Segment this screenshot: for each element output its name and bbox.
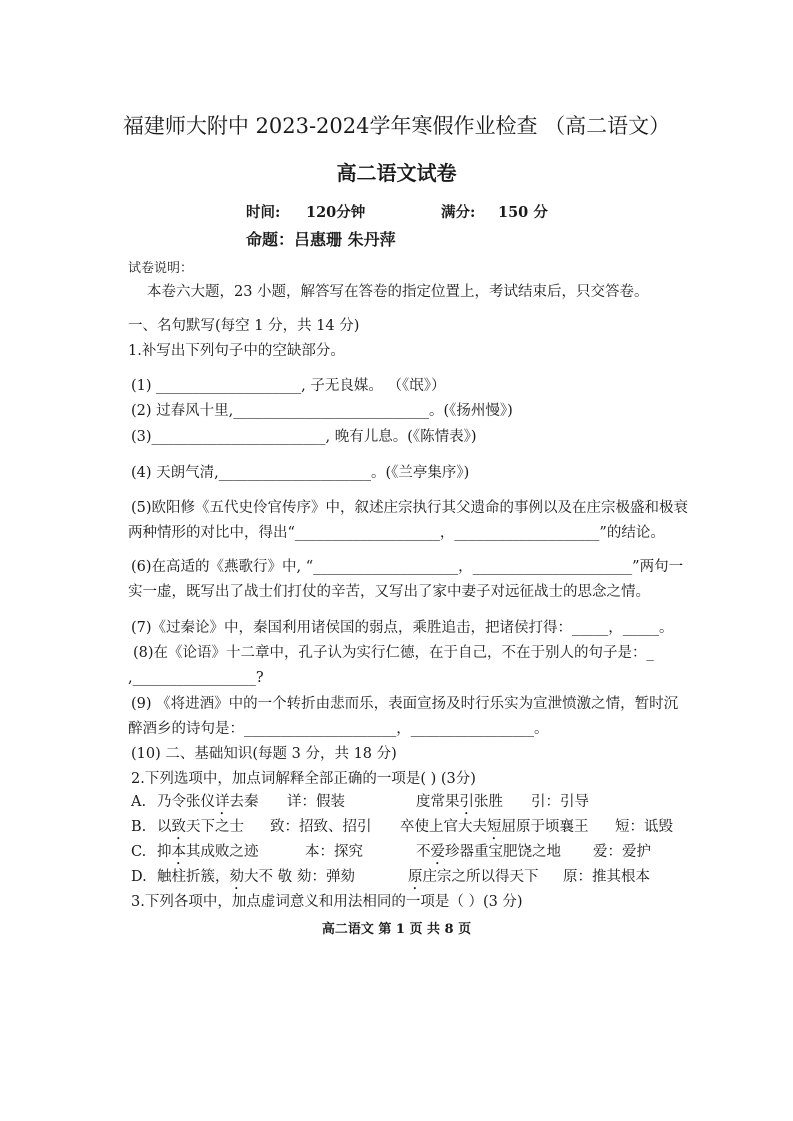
q2-option-d-phrase2 [408, 867, 539, 893]
q2-option-c-phrase1 [157, 842, 259, 868]
phrase-text: 以 [157, 819, 172, 835]
q2-option-d-gloss1: 劾：弹劾 [297, 869, 355, 885]
q1-item-2: (2) 过春风十里,___________________________。(《扬州慢》) [131, 403, 513, 419]
q3-title: 3.下列各项中，加点虚词意义和用法相同的一项是（ ）(3 分) [131, 894, 523, 910]
q1-item-3: (3)________________________, 晚有儿息。(《陈情表》) [131, 429, 477, 445]
instructions-label: 试卷说明： [128, 261, 194, 276]
q1-item-9-line1: (9) 《将进酒》中的一个转折由悲而乐，表面宣扬及时行乐实为宣泄愤激之情，暂时沉 [131, 696, 679, 712]
phrase-text: 度常果 [416, 794, 460, 810]
instructions-text: 本卷六大题，23 小题，解答写在答卷的指定位置上，考试结束后，只交答卷。 [147, 284, 649, 300]
authors: 命题：吕惠珊 朱丹萍 [246, 230, 396, 249]
phrase-text: 屈原于顷襄王 [501, 819, 589, 835]
q1-item-1: (1) ____________________, 子无良媒。 （《氓》） [131, 378, 446, 394]
dotted-word: 劾 [229, 869, 244, 885]
score-value: 150 分 [498, 204, 548, 221]
phrase-text: 卒使上官大夫 [400, 819, 487, 835]
q1-item-5-line1: (5)欧阳修《五代史伶官传序》中，叙述庄宗执行其父遗命的事例以及在庄宗极盛和极衰 [131, 500, 689, 516]
score-label: 满分: [441, 204, 476, 221]
time-value: 120分钟 [306, 204, 366, 221]
phrase-text: 天下之士 [186, 819, 244, 835]
q2-option-b-gloss1: 致：招致、招引 [270, 819, 372, 835]
q1-item-7: (7)《过秦论》中，秦国利用诸侯国的弱点，乘胜追击，把诸侯打得：_____，_____。 [131, 620, 674, 636]
dotted-word: 致 [171, 819, 186, 835]
q1-item-9-line2: 醉酒乡的诗句是：_____________________，_________________。 [128, 721, 549, 737]
page-footer: 高二语文 第 1 页 共 8 页 [321, 922, 472, 937]
dotted-word: 爱 [430, 844, 445, 860]
q2-option-d-letter: D. [131, 869, 147, 885]
q2-option-a-phrase1 [157, 792, 259, 818]
q1-item-6-line1: (6)在高适的《燕歌行》中, “____________________，______________________”两句一 [131, 559, 684, 575]
dotted-word: 原 [408, 869, 423, 885]
q2-option-c-gloss2: 爱：爱护 [593, 844, 651, 860]
exam-subtitle: 高二语文试卷 [336, 161, 457, 185]
phrase-text: 触柱折簇， [157, 869, 230, 885]
phrase-text: 庄宗之所以得天下 [422, 869, 539, 885]
q2-option-a-letter: A. [131, 794, 147, 810]
q1-item-8-line2: ,_________________? [128, 670, 264, 686]
q2-option-b-letter: B. [131, 819, 147, 835]
phrase-text: 珍器重宝肥饶之地 [445, 844, 561, 860]
dotted-word: 详 [215, 794, 230, 810]
dotted-word: 本 [171, 844, 186, 860]
q2-option-c-phrase2 [416, 842, 561, 868]
phrase-text: 乃令张仪 [157, 794, 215, 810]
exam-title: 福建师大附中 2023-2024学年寒假作业检查 （高二语文） [122, 114, 671, 138]
q1-title: 1.补写出下列句子中的空缺部分。 [128, 343, 345, 359]
phrase-text: 张胜 [474, 794, 503, 810]
q2-title: 2.下列选项中，加点词解释全部正确的一项是( ) (3分) [131, 771, 476, 787]
q2-option-a-gloss2: 引：引导 [531, 794, 589, 810]
q1-item-5-line2: 两种情形的对比中，得出“____________________，____________________”的结论。 [128, 525, 665, 541]
phrase-text: 不 [416, 844, 431, 860]
q2-option-c-gloss1: 本：探究 [305, 844, 363, 860]
q1-item-6-line2: 实一虚，既写出了战士们打仗的辛苦，又写出了家中妻子对远征战士的思念之情。 [128, 584, 650, 600]
q2-option-d-gloss2: 原：推其根本 [563, 869, 650, 885]
time-label: 时间: [246, 204, 281, 221]
phrase-text: 大不 敬 [244, 869, 293, 885]
dotted-word: 短 [487, 819, 502, 835]
q2-option-b-phrase2 [400, 817, 589, 843]
q2-option-d-phrase1 [157, 867, 292, 893]
q1-item-4: (4) 天朗气清,_____________________。(《兰亭集序》) [131, 465, 470, 481]
q2-option-a-phrase2 [416, 792, 503, 818]
q2-option-b-gloss2: 短：诋毁 [615, 819, 673, 835]
phrase-text: 去秦 [229, 794, 259, 810]
section1-heading: 一、名句默写(每空 1 分，共 14 分) [128, 318, 360, 334]
q2-option-c-letter: C. [131, 844, 147, 860]
q2-option-b-phrase1 [157, 817, 244, 843]
phrase-text: 抑 [157, 844, 172, 860]
q1-item-8-line1: (8)在《论语》十二章中，孔子认为实行仁德，在于自己，不在于别人的句子是：_ [133, 645, 654, 661]
dotted-word: 引 [459, 794, 474, 810]
section2-heading: (10) 二、基础知识(每题 3 分，共 18 分) [131, 746, 397, 762]
phrase-text: 其成败之迹 [186, 844, 259, 860]
q2-option-a-gloss1: 详：假装 [287, 794, 345, 810]
